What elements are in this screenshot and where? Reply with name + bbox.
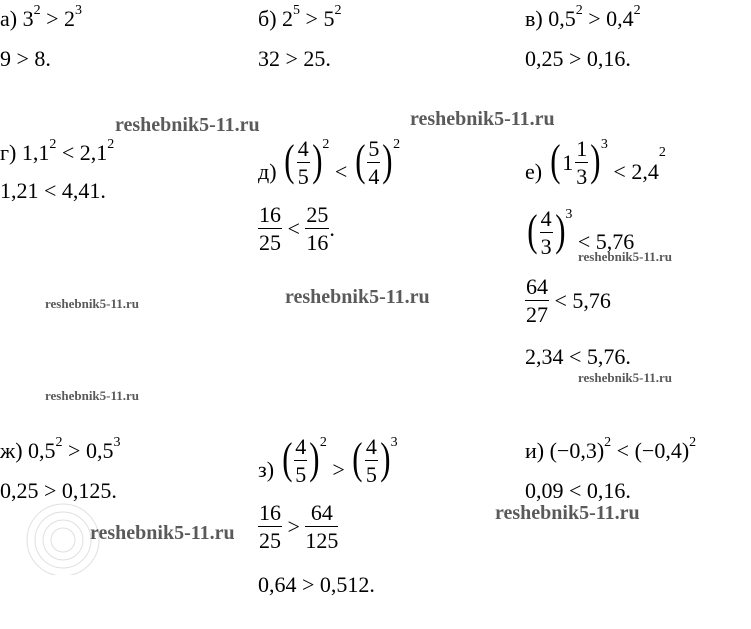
problem-zh-result: 0,25 > 0,125. — [0, 478, 117, 503]
fraction: $\frac{16}{25}$ — [259, 500, 281, 553]
problem-z-expression: з) ( $\frac{4}{5}$ ) 2 > ( $\frac{4}{5}$ ) 3 — [258, 434, 398, 487]
problem-a-result: 9 > 8. — [0, 46, 51, 71]
problem-b-expression: б) $2^5 > 5^2$ — [258, 3, 342, 31]
problem-a-label: а) — [0, 6, 18, 31]
fraction: $\frac{4}{3}$ — [540, 206, 552, 259]
fraction: $\frac{64}{27}$ — [526, 274, 548, 327]
problem-b-result: 32 > 25. — [258, 46, 331, 71]
problem-d-expression: д) ( $\frac{4}{5}$ ) 2 < ( $\frac{5}{4}$ ) 2 — [258, 136, 401, 189]
problem-e-step4: 2,34 < 5,76. — [525, 344, 631, 369]
problem-i-label: и) — [525, 438, 545, 463]
watermark: reshebnik5-11.ru — [115, 114, 260, 136]
problem-e-label: е) — [525, 158, 543, 184]
problem-v-result: 0,25 > 0,16. — [525, 46, 631, 71]
concentric-circles-watermark — [18, 495, 108, 575]
watermark: reshebnik5-11.ru — [495, 502, 640, 524]
problem-d-left-power: ( $\frac{4}{5}$ ) 2 — [284, 136, 330, 189]
problem-d-result: $\frac{16}{25}$ < $\frac{25}{16}$ . — [259, 202, 335, 255]
watermark: reshebnik5-11.ru — [45, 296, 140, 311]
fraction: $\frac{64}{125}$ — [305, 500, 339, 553]
problem-e-step3: $\frac{64}{27}$ < 5,76 — [526, 274, 611, 327]
watermark: reshebnik5-11.ru — [90, 522, 235, 544]
problem-g-result: 1,21 < 4,41. — [0, 178, 106, 203]
watermark: reshebnik5-11.ru — [578, 249, 673, 264]
fraction: $\frac{1}{3}$ — [576, 136, 588, 189]
problem-z-result: 0,64 > 0,512. — [258, 572, 375, 597]
fraction: $\frac{16}{25}$ — [259, 202, 281, 255]
problem-v-label: в) — [525, 6, 543, 31]
problem-g-label: г) — [0, 140, 17, 165]
problem-g-expression: г) $1,1^2 < 2,1^2$ — [0, 137, 115, 165]
problem-e-expression: е) ( 1 $\frac{1}{3}$ ) 3 < $2,4^2$ — [525, 136, 666, 189]
fraction: $\frac{5}{4}$ — [368, 136, 380, 189]
fraction: $\frac{4}{5}$ — [297, 136, 309, 189]
fraction: $\frac{4}{5}$ — [365, 434, 377, 487]
problem-zh-label: ж) — [0, 438, 23, 463]
problem-b-label: б) — [258, 6, 277, 31]
problem-e-step2: ( $\frac{4}{3}$ ) 3 < 5,76 — [527, 206, 635, 259]
watermark: reshebnik5-11.ru — [578, 370, 673, 385]
problem-a-expression: а) $3^2 > 2^3$ — [0, 3, 83, 31]
problem-e-mixed-power: ( 1 $\frac{1}{3}$ ) 3 — [549, 136, 608, 189]
problem-d-right-power: ( $\frac{5}{4}$ ) 2 — [354, 136, 401, 189]
problem-d-label: д) — [258, 158, 277, 184]
fraction: $\frac{25}{16}$ — [306, 202, 329, 255]
problem-zh-expression: ж) $0,5^2 > 0,5^3$ — [0, 435, 121, 463]
problem-v-expression: в) $0,5^2 > 0,4^2$ — [525, 3, 641, 31]
problem-i-result: 0,09 < 0,16. — [525, 478, 631, 503]
problem-i-expression: и) $(-0,3)^2 < (-0,4)^2$ — [525, 435, 697, 463]
watermark: reshebnik5-11.ru — [410, 108, 555, 130]
problem-z-step2: $\frac{16}{25}$ > $\frac{64}{125}$ — [259, 500, 339, 553]
watermark: reshebnik5-11.ru — [285, 286, 430, 308]
fraction: $\frac{4}{5}$ — [295, 434, 307, 487]
watermark: reshebnik5-11.ru — [45, 388, 140, 403]
problem-z-label: з) — [258, 456, 275, 482]
